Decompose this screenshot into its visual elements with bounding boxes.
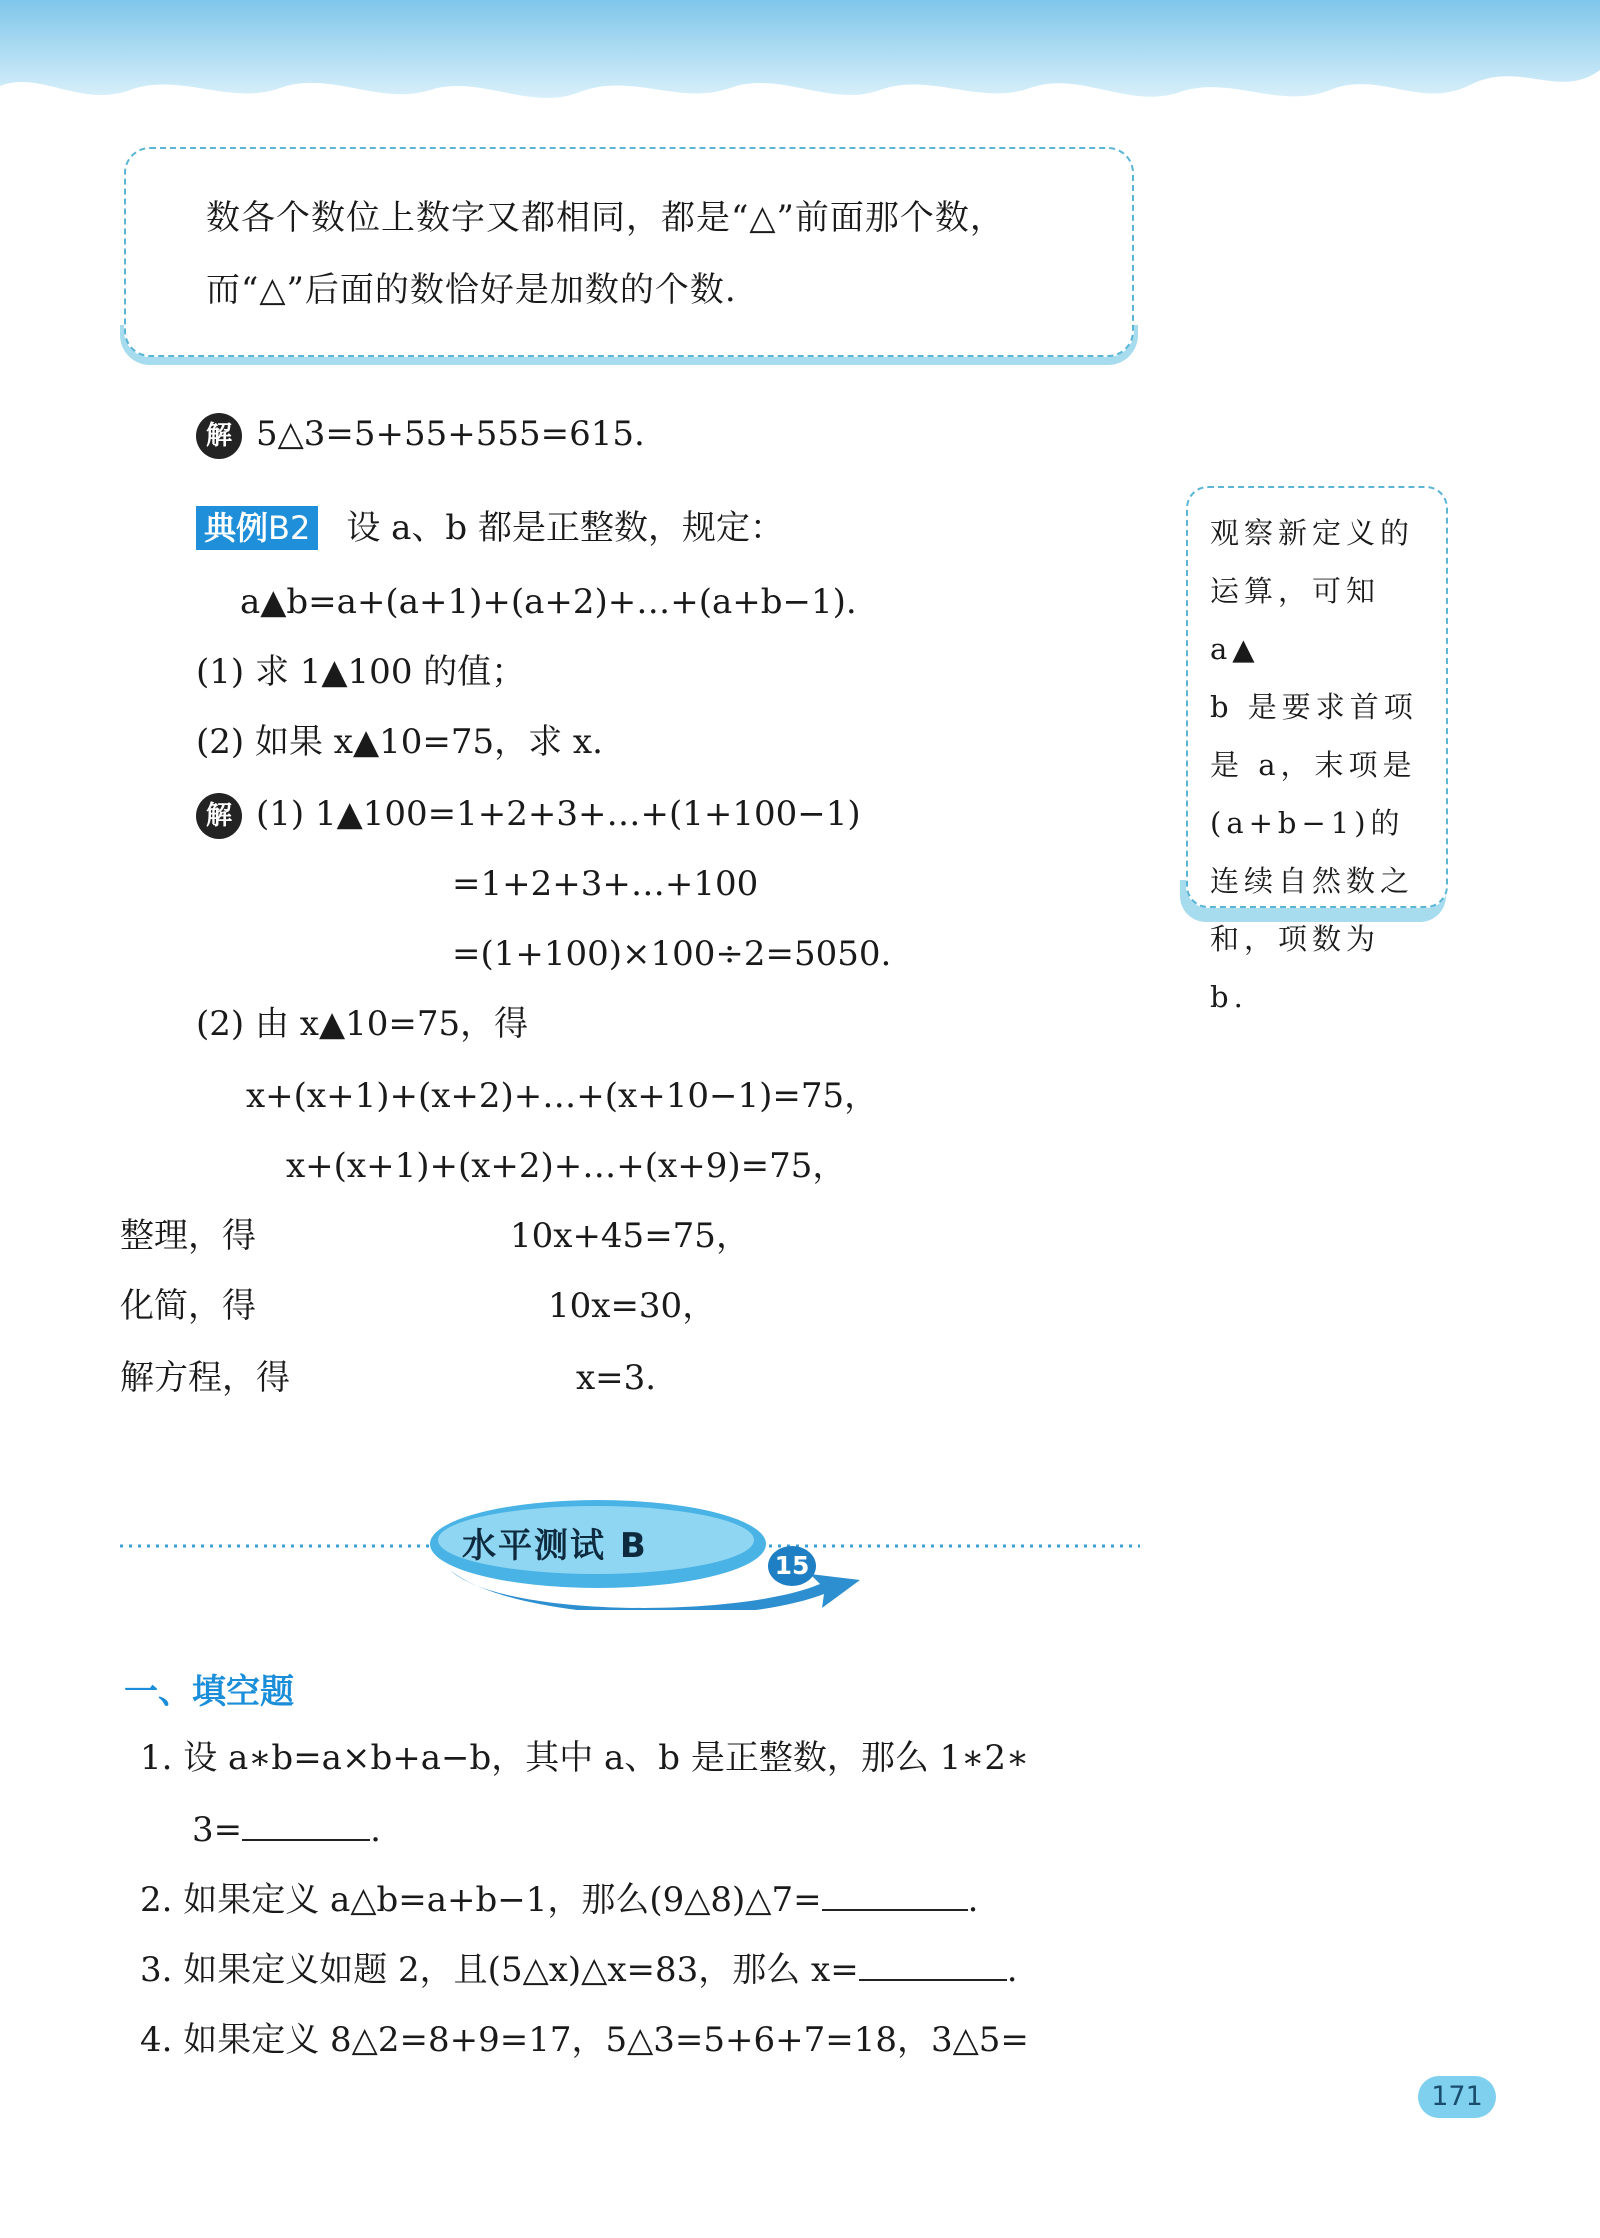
question-1-text: 3= (192, 1810, 243, 1850)
header-cloud-band (0, 0, 1600, 120)
step-2-label: 化简，得 (120, 1286, 256, 1326)
example-tag-number: B2 (268, 509, 311, 547)
answer-blank[interactable] (859, 1979, 1007, 1981)
page-number: 171 (1418, 2076, 1496, 2118)
test-banner-title: 水平测试 B (462, 1526, 648, 1566)
solution-2-line-3: =(1+100)×100÷2=5050. (452, 934, 892, 974)
side-note (1186, 486, 1448, 1014)
side-note-line: b 是要求首项 (1210, 690, 1418, 724)
example-tag-prefix: 典例 (204, 509, 269, 547)
step-3-label: 解方程，得 (120, 1358, 290, 1398)
fill-section-title: 一、填空题 (124, 1672, 294, 1712)
side-note-line: 和，项数为 b. (1210, 922, 1381, 1014)
question-2-text: 2. 如果定义 a△b=a+b−1，那么(9△8)△7= (140, 1880, 822, 1920)
step-1-equation: 10x+45=75， (510, 1216, 750, 1256)
tip-box-line-2: 而“△”后面的数恰好是加数的个数. (206, 270, 737, 310)
question-period: . (1006, 1950, 1018, 1990)
example-tag (196, 506, 318, 550)
example-definition: a▲b=a+(a+1)+(a+2)+…+(a+b−1). (240, 582, 857, 622)
solution-badge: 解 (196, 793, 242, 839)
side-note-line: 观察新定义的 (1210, 516, 1415, 550)
solution-badge: 解 (196, 413, 242, 459)
solution-2-line-4: (2) 由 x▲10=75，得 (196, 1004, 529, 1044)
question-4: 4. 如果定义 8△2=8+9=17，5△3=5+6+7=18，3△5= (140, 2020, 1029, 2060)
question-1-line-2 (192, 1808, 381, 1852)
test-banner-number: 15 (768, 1546, 816, 1586)
side-note-line: (a+b−1)的 (1210, 806, 1405, 840)
question-2 (140, 1878, 978, 1922)
solution-1-text: 5△3=5+55+555=615. (256, 414, 645, 454)
question-3-text: 3. 如果定义如题 2，且(5△x)△x=83，那么 x= (140, 1950, 859, 1990)
step-2-equation: 10x=30， (548, 1286, 717, 1326)
tip-box (124, 147, 1134, 357)
example-intro: 设 a、b 都是正整数，规定： (346, 508, 784, 548)
solution-1 (196, 412, 645, 459)
side-note-line: 运算，可知 a▲ (1210, 574, 1381, 666)
answer-blank[interactable] (822, 1909, 968, 1911)
solution-2-line-5: x+(x+1)+(x+2)+…+(x+10−1)=75， (246, 1076, 879, 1116)
question-period: . (370, 1810, 381, 1850)
solution-2-part-1: (1) 1▲100=1+2+3+…+(1+100−1) (256, 794, 861, 834)
side-note-line: 是 a，末项是 (1210, 748, 1417, 782)
example-heading (196, 506, 784, 550)
solution-2-line-6: x+(x+1)+(x+2)+…+(x+9)=75， (286, 1146, 847, 1186)
example-question-1: (1) 求 1▲100 的值； (196, 652, 526, 692)
question-3 (140, 1948, 1018, 1992)
step-1-label: 整理，得 (120, 1216, 256, 1256)
step-3-equation: x=3. (576, 1358, 657, 1398)
side-note-line: 连续自然数之 (1210, 864, 1415, 898)
solution-2-line-2: =1+2+3+…+100 (452, 864, 759, 904)
solution-2-line-1 (196, 792, 861, 839)
answer-blank[interactable] (242, 1839, 370, 1841)
example-question-2: (2) 如果 x▲10=75，求 x. (196, 722, 603, 762)
question-period: . (967, 1880, 979, 1920)
question-1-line-1: 1. 设 a∗b=a×b+a−b，其中 a、b 是正整数，那么 1∗2∗ (140, 1738, 1030, 1778)
tip-box-line-1: 数各个数位上数字又都相同，都是“△”前面那个数， (206, 198, 1005, 238)
